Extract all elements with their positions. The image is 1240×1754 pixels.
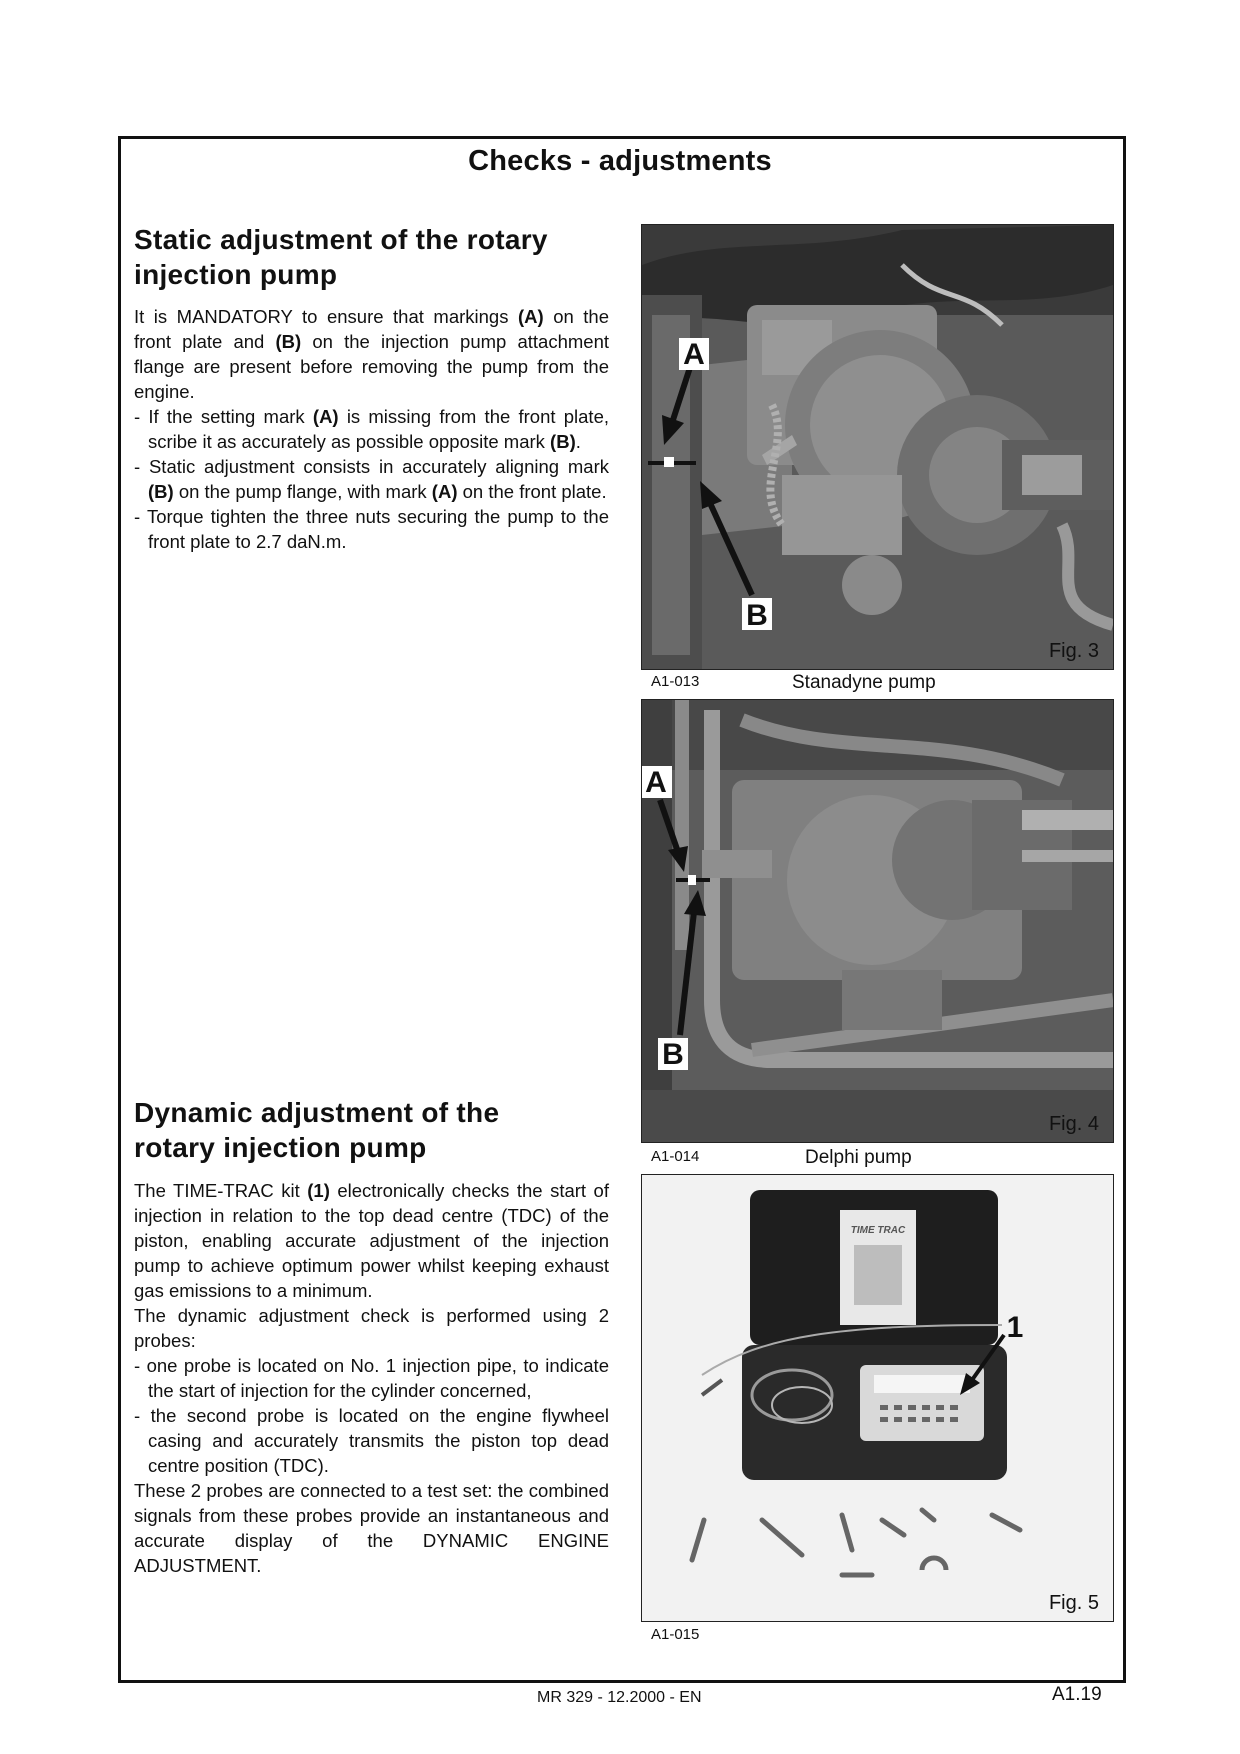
figure-3-code: A1-013 xyxy=(651,673,700,690)
marker-ref-b: (B) xyxy=(550,431,576,452)
text-run: - If the setting mark xyxy=(134,406,313,427)
static-heading xyxy=(134,222,614,292)
text-run: is missing from the front plate, scribe it as accurately as possible opposite mark xyxy=(148,406,609,452)
dynamic-heading xyxy=(134,1095,614,1165)
figure-3-label: Fig. 3 xyxy=(1048,640,1099,662)
text-run: It is MANDATORY to ensure that markings xyxy=(134,306,518,327)
text-run: on the front plate. xyxy=(457,481,607,502)
footer-page-number: A1.19 xyxy=(1052,1684,1102,1705)
marker-ref-a: (A) xyxy=(517,306,544,327)
figure-5-code: A1-015 xyxy=(651,1626,700,1643)
text-run: on the pump flange, with mark xyxy=(173,481,432,502)
marker-a-label: A xyxy=(683,338,705,371)
dynamic-bullet-1: - one probe is located on No. 1 injection pipe, to indicate the start of injection for the cylinder concerned, xyxy=(134,1355,609,1401)
kit-cover-text: TIME TRAC xyxy=(850,1225,906,1236)
figure-5-photo xyxy=(641,1174,1114,1622)
dynamic-bullet-2: - the second probe is located on the engine flywheel casing and accurately transmits the piston top dead centre position (TDC). xyxy=(134,1405,609,1476)
marker-ref-b: (B) xyxy=(148,481,174,502)
text-run: on the injection pump attachment flange are present before removing the pump from the engine. xyxy=(134,331,610,402)
marker-ref-a: (A) xyxy=(312,406,339,427)
static-paragraph xyxy=(134,304,609,404)
figure-4-code: A1-014 xyxy=(651,1148,700,1165)
text-run: . xyxy=(575,431,581,452)
figure-5-label: Fig. 5 xyxy=(1048,1592,1099,1614)
figure-4-caption: Delphi pump xyxy=(805,1147,912,1168)
static-body xyxy=(134,304,609,554)
marker-ref-a: (A) xyxy=(431,481,458,502)
marker-1-label: 1 xyxy=(1006,1311,1024,1344)
dynamic-heading-line1: Dynamic adjustment of the xyxy=(134,1097,500,1128)
marker-ref-1: (1) xyxy=(307,1180,330,1201)
text-run: The TIME-TRAC kit xyxy=(134,1180,308,1201)
dynamic-paragraph-1 xyxy=(134,1178,609,1303)
figure-3-caption: Stanadyne pump xyxy=(792,672,936,693)
marker-b-label: B xyxy=(662,1038,684,1071)
figure-4-photo xyxy=(641,699,1114,1143)
text-run: electronically checks the start of injection in relation to the top dead centre (TDC) of the piston, enabling accurate adjustment of the injection pump to achieve optimum power whilst keeping exhaust gas emissions to a minimum. xyxy=(134,1180,609,1301)
stanadyne-pump-image xyxy=(642,225,1113,669)
figure-4-label: Fig. 4 xyxy=(1048,1113,1099,1135)
footer-doc-ref: MR 329 - 12.2000 - EN xyxy=(537,1689,702,1706)
dynamic-body xyxy=(134,1178,609,1578)
marker-b-label: B xyxy=(746,599,768,632)
dynamic-paragraph-2: The dynamic adjustment check is performed using 2 probes: xyxy=(134,1305,609,1351)
text-run: - Static adjustment consists in accurately aligning mark xyxy=(134,456,609,477)
dynamic-paragraph-3: These 2 probes are connected to a test set: the combined signals from these probes provide an instantaneous and accurate display of the DYNAMIC ENGINE ADJUSTMENT. xyxy=(134,1480,609,1576)
marker-ref-b: (B) xyxy=(275,331,302,352)
marker-a-label: A xyxy=(645,766,667,799)
figure-3-photo xyxy=(641,224,1114,670)
time-trac-kit-image xyxy=(642,1175,1113,1621)
static-bullet-1 xyxy=(134,404,609,454)
page-title: Checks - adjustments xyxy=(468,145,772,177)
text-run: on the front plate and xyxy=(134,306,610,352)
static-bullet-3: - Torque tighten the three nuts securing the pump to the front plate to 2.7 daN.m. xyxy=(134,506,609,552)
static-heading-line2: injection pump xyxy=(134,259,338,290)
static-bullet-2 xyxy=(134,454,609,504)
dynamic-heading-line2: rotary injection pump xyxy=(134,1132,427,1163)
delphi-pump-image xyxy=(642,700,1113,1142)
static-heading-line1: Static adjustment of the rotary xyxy=(134,224,548,255)
